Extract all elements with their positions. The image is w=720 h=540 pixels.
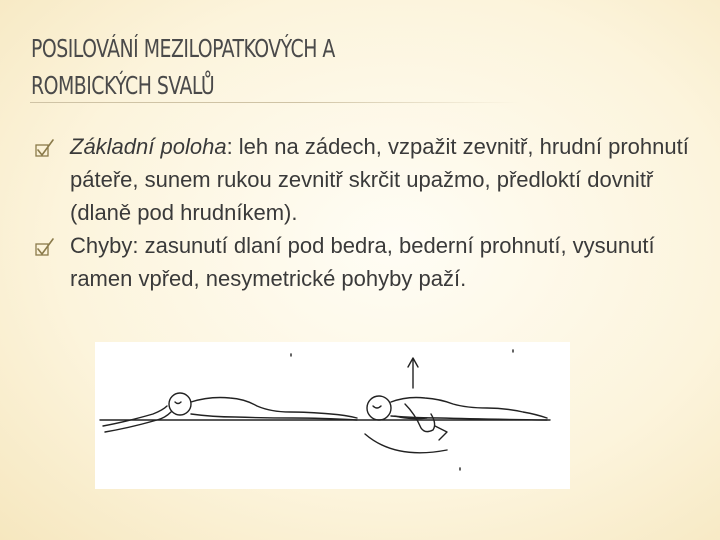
slide-title [31, 30, 501, 104]
exercise-drawing [95, 342, 570, 489]
figure-end-position [365, 358, 547, 453]
bullet-list [34, 130, 704, 295]
title-underline [30, 102, 520, 103]
motion-arc [365, 434, 447, 453]
exercise-illustration [95, 342, 570, 489]
checkbox-check-icon [34, 238, 56, 258]
title-line-2: ROMBICKÝCH SVALŮ [31, 71, 215, 100]
checkbox-check-icon [34, 139, 56, 159]
bullet-text: : leh na zádech, vzpažit zevnitř, hrudní prohnutí páteře, sunem rukou zevnitř skrčit upažmo, předloktí dovnitř (dlaně pod hrudníkem). [70, 134, 689, 225]
figure-start-position [103, 393, 357, 432]
bullet-text: Chyby: zasunutí dlaní pod bedra, bederní prohnutí, vysunutí ramen vpřed, nesymetrické pohyby paží. [70, 233, 655, 291]
title-line-1: POSILOVÁNÍ MEZILOPATKOVÝCH A [31, 34, 335, 63]
bullet-item-mistakes [34, 229, 704, 295]
bullet-lead-text: Základní poloha [70, 134, 227, 159]
bullet-item-basic-position [34, 130, 704, 229]
